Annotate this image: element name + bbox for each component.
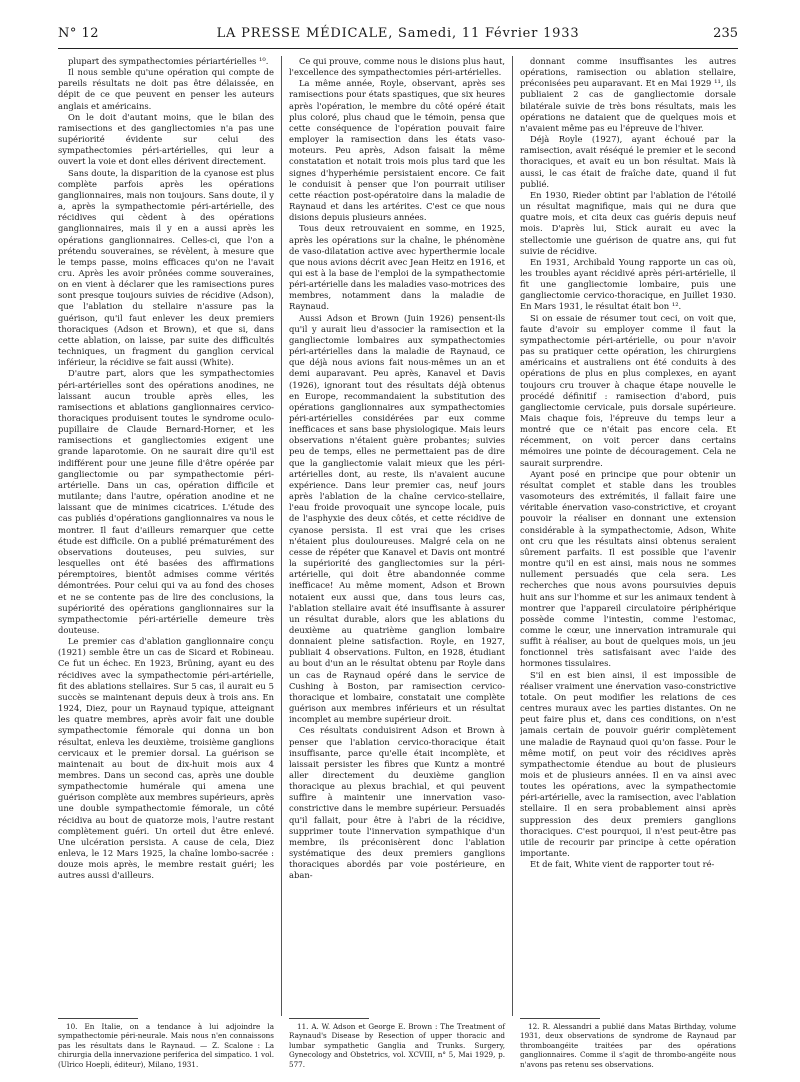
footnote-rule	[58, 1018, 138, 1019]
text-column-1	[58, 56, 274, 1006]
paragraph: On le doit d'autant moins, que le bilan des ramisections et des gangliectomies n'a pas une supériorité évidente sur celui des sympathectomies péri-artérielles, qui leur a ouvert la voie et dont elles dérivent directement.	[58, 111, 274, 167]
paragraph: Ayant posé en principe que pour obtenir un résultat complet et stable dans les troubles vasomoteurs des extrémités, il fallait faire une véritable énervation vaso-constrictive, et croyant pouvoir la réaliser en donnant une extension considérable à la sympathectomie, Adson, White ont cru que les résultats ainsi obtenus seraient sûrement parfaits. Il est possible que l'avenir montre qu'il en est ainsi, mais nous ne sommes nullement persuadés que cela sera. Les recherches que nous avons poursuivies depuis huit ans sur l'homme et sur les animaux tendent à montrer que l'appareil circulatoire périphérique possède comme l'intestin, comme l'estomac, comme le cœur, une innervation intramurale qui suffit à réaliser, au bout de quelques mois, un jeu fonctionnel très satisfaisant avec l'aide des hormones tissulaires.	[520, 468, 736, 669]
paragraph: plupart des sympathectomies périartérielles ¹⁰.	[68, 56, 269, 66]
page-header	[58, 26, 738, 49]
paragraph: Déjà Royle (1927), ayant échoué par la ramisection, avait réséqué le premier et le second thoraciques, et avait eu un bon résultat. Mais là aussi, le cas était de fraîche date, quand il fut publié.	[520, 134, 736, 189]
page-number: 235	[713, 26, 738, 41]
footnote-11	[289, 1022, 505, 1069]
paragraph: Il nous semble qu'une opération qui compte de pareils résultats ne doit pas être délaissée, en dépit de ce que peuvent en penser les auteurs anglais et américains.	[58, 67, 274, 111]
paragraph: Ce qui prouve, comme nous le disions plus haut, l'excellence des sympathectomies péri-artérielles.	[289, 56, 505, 78]
text-column-2	[289, 56, 505, 1006]
footnote-12	[520, 1022, 736, 1069]
footnote-rule	[289, 1018, 369, 1019]
paragraph: Le premier cas d'ablation ganglionnaire conçu (1921) semble être un cas de Sicard et Robineau. Ce fut un échec. En 1923, Brüning, ayant eu des récidives avec la sympathectomie péri-artérielle, fit des ablations stellaires. Sur 5 cas, il aurait eu 5 succès se maintenant depuis deux à trois ans. En 1924, Diez, pour un Raynaud typique, atteignant les quatre membres, après avoir fait une double sympathectomie fémorale qui donna un bon résultat, enleva les deuxième, troisième ganglions cervicaux et le premier dorsal. La guérison se maintenait au bout de dix-huit mois aux 4 membres. Dans un second cas, après une double sympathectomie humérale qui amena une guérison complète aux membres supérieurs, après une double sympathectomie fémorale, un côté récidiva au bout de quatorze mois, l'autre restant complètement guéri. Un orteil dut être enlevé. Une ulcération persista. A cause de cela, Diez enleva, le 12 Mars 1925, la chaîne lombo-sacrée : douze mois après, le membre restait guéri; les autres aussi d'ailleurs.	[58, 636, 274, 881]
journal-title: LA PRESSE MÉDICALE, Samedi, 11 Février 1933	[216, 26, 580, 41]
column-divider	[281, 56, 282, 1016]
paragraph: Si on essaie de résumer tout ceci, on voit que, faute d'avoir su employer comme il faut la sympathectomie péri-artérielle, ou pour n'avoir pas su pratiquer cette opération, les chirurgiens américains et australiens ont été conduits à des opérations de plus en plus complexes, en ayant toujours cru trouver à chaque étape nouvelle le procédé définitif : ramisection d'abord, puis gangliectomie cervicale, puis dorsale supérieure. Mais chaque fois, l'épreuve du temps leur a montré que ce n'était pas encore cela. Et récemment, on voit percer dans certains mémoires une pointe de découragement. Cela ne saurait surprendre.	[520, 312, 736, 468]
footnote-10	[58, 1022, 274, 1069]
paragraph: D'autre part, alors que les sympathectomies péri-artérielles sont des opérations anodines, ne laissant aucun trouble après elles, les ramisections et ablations ganglionnaires cervico-thoraciques produisent toutes le syndrome oculo-pupillaire de Claude Bernard-Horner, et les ramisections et gangliectomies exigent une grande laparotomie. On ne saurait dire qu'il est indifférent pour une jeune fille d'être opérée par gangliectomie ou par sympathectomie péri-artérielle. Dans un cas, opération difficile et mutilante; dans l'autre, opération anodine et ne laissant que de minimes cicatrices. L'étude des cas publiés d'opérations ganglionnaires va nous le montrer. Il faut d'ailleurs remarquer que cette étude est difficile. On a publié prématurément des observations douteuses, peu suivies, sur lesquelles ont été basées des affirmations péremptoires, bientôt admises comme vérités démontrées. Pour celui qui va au fond des choses et ne se contente pas de lire des conclusions, la supériorité des opérations ganglionnaires sur la sympathectomie péri-artérielle demeure très douteuse.	[58, 368, 274, 635]
column-divider	[512, 56, 513, 1016]
paragraph: Ces résultats conduisirent Adson et Brown à penser que l'ablation cervico-thoracique était insuffisante, parce qu'elle était incomplète, et laissait persister les fibres que Kuntz a montré aller directement du deuxième ganglion thoracique au plexus brachial, et qui peuvent suffire à maintenir une innervation vaso-constrictive dans le membre supérieur. Persuadés qu'il fallait, pour être à l'abri de la récidive, supprimer toute l'innervation sympathique d'un membre, ils préconisèrent donc l'ablation systématique des deux premiers ganglions thoraciques abordés par voie postérieure, en aban-	[289, 725, 505, 881]
footnote-text: 11. A. W. Adson et George E. Brown : The Treatment of Raynaud's Disease by Resection of upper thoracic and lumbar sympathetic Ganglia and Trunks. Surgery, Gynecology and Obstetrics, vol. XCVIII, n° 5, Mai 1929, p. 577.	[289, 1022, 505, 1069]
issue-number: N° 12	[58, 26, 100, 41]
paragraph: La même année, Royle, observant, après ses ramisections pour états spastiques, que six heures après l'opération, le membre du côté opéré était plus coloré, plus chaud que le témoin, pensa que cette conséquence de l'opération pouvait faire employer la ramisection dans les états vaso-moteurs. Peu après, Adson faisait la même constatation et notait trois mois plus tard que les signes d'hyperhémie persistaient encore. Ce fait le conduisit à penser que l'on pourrait utiliser cette réaction post-opératoire dans la maladie de Raynaud et dans les artérites. C'est ce que nous disions depuis plusieurs années.	[289, 78, 505, 223]
paragraph: Aussi Adson et Brown (Juin 1926) pensent-ils qu'il y aurait lieu d'associer la ramisection et la gangliectomie lombaires aux sympathectomies péri-artérielles dans la maladie de Raynaud, ce que déjà nous avions fait nous-mêmes un an et demi auparavant. Peu après, Kanavel et Davis (1926), ignorant tout des résultats déjà obtenus en Europe, recommandaient la substitution des opérations ganglionnaires aux sympathectomies péri-artérielles considérées par eux comme inefficaces et sans base physiologique. Mais leurs observations n'étaient guère probantes; suivies peu de temps, elles ne permettaient pas de dire que la gangliectomie valait mieux que les péri-artérielles dont, au reste, ils n'avaient aucune expérience. Dans leur premier cas, neuf jours après l'ablation de la chaîne cervico-stellaire, l'eau froide provoquait une syncope locale, puis de l'asphyxie des deux côtés, et cette récidive de cyanose persista. Il est vrai que les crises n'étaient plus douloureuses. Malgré cela on ne cesse de répéter que Kanavel et Davis ont montré la supériorité des gangliectomies sur la péri-artérielle, qui doit être abandonnée comme inefficace! Au même moment, Adson et Brown notaient eux aussi que, dans tous leurs cas, l'ablation stellaire avait été insuffisante à assurer un résultat durable, alors que les ablations du deuxième au quatrième ganglion lombaire donnaient pleine satisfaction. Royle, en 1927, publiait 4 observations. Fulton, en 1928, étudiant au bout d'un an le résultat obtenu par Royle dans un cas de Raynaud opéré dans le service de Cushing à Boston, par ramisection cervico-thoracique et lombaire, constatait une complète guérison aux membres inférieurs et un résultat incomplet au membre supérieur droit.	[289, 312, 505, 725]
footnote-text: 12. R. Alessandri a publié dans Matas Birthday, volume 1931, deux observations de syndrome de Raynaud par thromboangéite traitées par des opérations ganglionnaires. Comme il s'agit de thrombo-angéite nous n'avons pas retenu ses observations.	[520, 1022, 736, 1069]
paragraph: En 1930, Rieder obtint par l'ablation de l'étoilé un résultat magnifique, mais qui ne dura que quatre mois, et cita deux cas guéris depuis neuf mois. D'après lui, Stick aurait eu avec la stellectomie une guérison de quatre ans, qui fut suivie de récidive.	[520, 189, 736, 256]
paragraph: Sans doute, la disparition de la cyanose est plus complète parfois après les opérations ganglionnaires, mais non toujours. Sans doute, il y a, après la sympathectomie péri-artérielle, des récidives qui cèdent à des opérations ganglionnaires, mais il y en a aussi après les opérations ganglionnaires. Celles-ci, que l'on a prétendu souveraines, se révèlent, à mesure que le temps passe, moins efficaces qu'on ne l'avait cru. Après les avoir prônées comme souveraines, on en vient à déclarer que les ramisections pures sont presque toujours suivies de récidive (Adson), que l'ablation du stellaire n'assure pas la guérison, qu'il faut enlever les deux premiers thoraciques (Adson et Brown), et que si, dans cette ablation, on laisse, par suite des difficultés techniques, un fragment du ganglion cervical inférieur, la récidive se fait aussi (White).	[58, 167, 274, 368]
footnote-rule	[520, 1018, 600, 1019]
footnote-text: 10. En Italie, on a tendance à lui adjoindre la sympathectomie péri-neurale. Mais nous n'en connaissons pas les résultats dans le Raynaud. — Z. Scalone : La chirurgia della innervazione periferica del simpatico. 1 vol. (Ulrico Hoepli, éditeur), Milano, 1931.	[58, 1022, 274, 1069]
paragraph: Tous deux retrouvaient en somme, en 1925, après les opérations sur la chaîne, le phénomène de vaso-dilatation active avec hyperthermie locale que nous avions décrit avec Jean Heitz en 1916, et qui est à la base de l'emploi de la sympathectomie péri-artérielle dans les maladies vaso-motrices des membres, notamment dans la maladie de Raynaud.	[289, 223, 505, 312]
text-column-3	[520, 56, 736, 1006]
paragraph: donnant comme insuffisantes les autres opérations, ramisection ou ablation stellaire, préconisées peu auparavant. Et en Mai 1929 ¹¹, ils publiaient 2 cas de gangliectomie dorsale bilatérale suivie de très bons résultats, mais les opérations ne dataient que de quelques mois et n'avaient même pas eu l'épreuve de l'hiver.	[520, 56, 736, 133]
paragraph: S'il en est bien ainsi, il est impossible de réaliser vraiment une énervation vaso-constrictive totale. On peut modifier les relations de ces centres muraux avec les parties distantes. On ne peut faire plus et, dans ces conditions, on n'est jamais certain de pouvoir guérir complètement une maladie de Raynaud quoi qu'on fasse. Pour le même motif, on peut voir des récidives après sympathectomie étendue au bout de plusieurs mois et de plusieurs années. Il en va ainsi avec toutes les opérations, avec la sympathectomie péri-artérielle, avec la ramisection, avec l'ablation stellaire. Il en sera probablement ainsi après suppression des deux premiers ganglions thoraciques. C'est pourquoi, il n'est peut-être pas utile de recourir par principe à cette opération importante.	[520, 669, 736, 859]
paragraph: En 1931, Archibald Young rapporte un cas où, les troubles ayant récidivé après péri-artérielle, il fit une gangliectomie lombaire, puis une gangliectomie cervico-thoracique, en Juillet 1930. En Mars 1931, le résultat était bon ¹².	[520, 256, 736, 312]
paragraph: Et de fait, White vient de rapporter tout ré-	[530, 859, 715, 870]
